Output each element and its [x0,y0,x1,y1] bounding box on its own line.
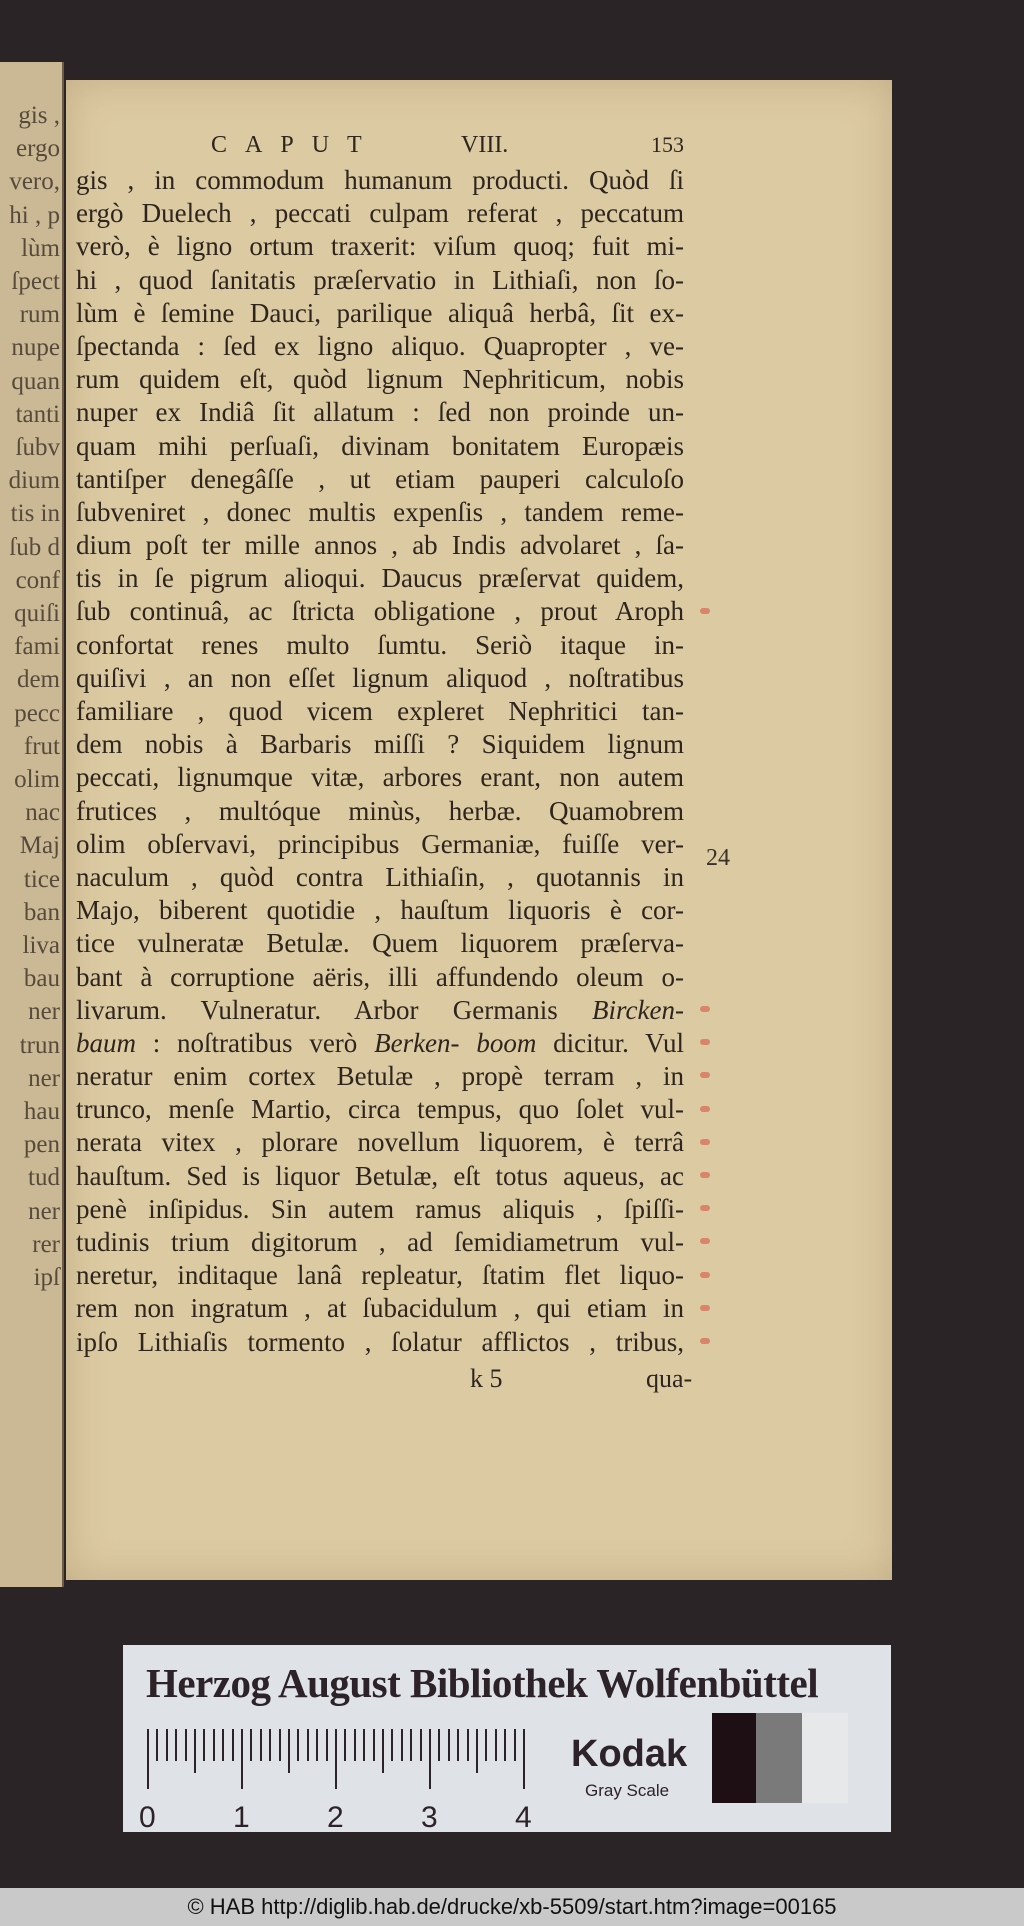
italic-word: baum [76,1027,136,1058]
ruler-tick [222,1729,224,1761]
ruler-tick [476,1729,478,1773]
library-name: Herzog August Bibliothek Wolfenbüttel [146,1660,819,1706]
ruler-tick [232,1729,234,1761]
text-line: trunco, menſe Martio, circa tempus, quo ſolet vul- [76,1094,684,1125]
ruler-tick [260,1729,262,1761]
facing-page-fragment: ner [28,998,60,1026]
ruler-tick [448,1729,450,1761]
text-line: nuper ex Indiâ ſit allatum : ſed non proinde un- [76,397,684,428]
red-mark [700,1238,710,1244]
text-line: tantiſper denegâſſe , ut etiam pauperi calculoſo [76,463,684,494]
facing-page-fragment: ergo [16,135,60,163]
ruler-tick [363,1729,365,1761]
ruler-tick [316,1729,318,1761]
text-line: nerata vitex , plorare novellum liquorem, è terrâ [76,1127,684,1158]
text-line: neratur enim cortex Betulæ , propè terram , in [76,1061,684,1092]
ruler-tick [203,1729,205,1761]
ruler-tick [495,1729,497,1761]
page-text [76,164,684,1359]
italic-word: Berken- boom [374,1027,537,1058]
text-line: ſubveniret , donec multis expenſis , tandem reme- [76,496,684,527]
ruler-tick [326,1729,328,1761]
facing-page-fragment: lùm [21,234,60,262]
text-line: dium poſt ter mille annos , ab Indis advolaret , ſa- [76,530,684,561]
text-line: naculum , quòd contra Lithiaſin, , quotannis in [76,861,684,892]
ruler-tick [156,1729,158,1761]
ruler-tick [185,1729,187,1761]
facing-page-fragment: conf [15,566,60,594]
red-mark [700,1272,710,1278]
facing-page-fragment: nac [25,799,60,827]
text-line: ergò Duelech , peccati culpam referat , peccatum [76,198,684,229]
gray-patch-mid [756,1713,802,1803]
ruler-tick [269,1729,271,1761]
facing-page-fragment: hau [23,1098,60,1125]
red-mark [700,1338,710,1344]
text-line: quiſivi , an non eſſet lignum aliquod , noſtratibus [76,662,684,693]
facing-page-fragment: pen [23,1131,60,1159]
facing-page-fragment: pecc [14,699,60,727]
facing-page-fragment: quan [11,367,60,395]
facing-page-fragment: liva [22,932,60,959]
red-mark [700,1039,710,1045]
text-line: gis , in commodum humanum producti. Quòd ſi [76,165,684,195]
ruler-tick [467,1729,469,1761]
facing-page-fragment: olim [14,766,60,793]
red-mark [700,1139,710,1145]
ruler-tick [523,1729,525,1789]
ruler-tick [344,1729,346,1761]
text-segment: dicitur. Vul [553,1027,685,1058]
text-line: hi , quod ſanitatis præſervatio in Lithiaſi, non ſo- [76,264,684,295]
text-line: ſpectanda : ſed ex ligno aliquo. Quapropter , ve- [76,330,684,361]
facing-page-fragment: tud [28,1164,60,1192]
red-mark [700,1172,710,1178]
ruler-number: 0 [139,1801,156,1834]
text-line: quam mihi perſuaſi, divinam bonitatem Europæis [76,430,684,461]
ruler-tick [457,1729,459,1761]
facing-page-fragment: tis in [10,500,60,528]
red-mark [700,608,710,614]
facing-page-fragment: ipſ [33,1264,60,1291]
text-line: penè inſipidus. Sin autem ramus aliquis , ſpiſſi- [76,1193,684,1224]
facing-page-fragment: ner [28,1064,60,1092]
copyright-footer: © HAB http://diglib.hab.de/drucke/xb-5509/start.htm?image=00165 [0,1888,1024,1926]
text-line: verò, è ligno ortum traxerit: viſum quoq; fuit mi- [76,231,684,262]
red-mark [700,1305,710,1311]
running-title: CAPUT [211,132,380,158]
facing-page-fragment: ſubv [15,434,60,461]
color-calibration-card [123,1645,891,1832]
facing-page-fragment: nupe [11,334,60,362]
facing-page-fragment: ſub d [9,533,60,561]
facing-page-fragment: rum [19,301,60,329]
ruler-tick [307,1729,309,1761]
text-line: rem non ingratum , at ſubacidulum , qui etiam in [76,1293,684,1324]
ruler-tick [288,1729,290,1773]
red-mark [700,1106,710,1112]
facing-page-fragment: Maj [19,832,60,860]
ruler-tick [241,1729,243,1789]
text-line: ipſo Lithiaſis tormento , ſolatur afflictos , tribus, [76,1326,684,1357]
italic-word: Bircken- [592,994,684,1025]
ruler-tick [391,1729,393,1761]
facing-page-fragment: rer [32,1230,60,1258]
facing-page-fragment: hi , p [9,201,60,229]
ruler-number: 3 [421,1801,438,1834]
text-line: Majo, biberent quotidie , hauſtum liquoris è cor- [76,895,684,926]
text-line [76,1027,684,1060]
kodak-logo: Kodak [571,1733,688,1775]
text-line: lùm è ſemine Dauci, parilique aliquâ herbâ, ſit ex- [76,297,684,328]
gray-patch-light [802,1713,848,1803]
text-line: frutices , multóque minùs, herbæ. Quamobrem [76,795,684,826]
running-header [76,132,684,162]
signature-mark: k 5 [470,1364,503,1393]
text-line: tis in ſe pigrum alioqui. Daucus præſervat quidem, [76,563,684,594]
facing-page-fragment: tice [23,865,60,893]
text-line: confortat renes multo ſumtu. Seriò itaque in- [76,629,684,660]
ruler-tick [213,1729,215,1761]
text-line: bant à corruptione aëris, illi affundendo oleum o- [76,961,684,992]
text-line: olim obſervavi, principibus Germaniæ, fuiſſe ver- [76,828,684,859]
facing-page-fragment: bau [23,965,60,993]
text-line: ſub continuâ, ac ſtricta obligatione , prout Aroph [76,596,684,627]
ruler [139,1729,537,1834]
facing-page-fragment: vero, [9,168,60,196]
ruler-tick [514,1729,516,1761]
text-segment: livarum. Vulneratur. Arbor Germanis [76,994,558,1025]
ruler-tick [401,1729,403,1761]
ruler-tick [438,1729,440,1761]
ruler-tick [485,1729,487,1761]
red-mark [700,1205,710,1211]
text-line: peccati, lignumque vitæ, arbores erant, non autem [76,762,684,793]
text-segment: : noſtratibus verò [152,1027,358,1058]
facing-page-fragment: fami [14,633,60,661]
facing-page-edge [0,62,64,1587]
text-line [76,994,684,1027]
gray-scale-label: Gray Scale [585,1781,670,1800]
ruler-tick [194,1729,196,1773]
ruler-tick [279,1729,281,1761]
text-line: tice vulneratæ Betulæ. Quem liquorem præſerva- [76,928,684,959]
facing-page-fragment: gis , [18,102,60,129]
red-mark [700,1072,710,1078]
facing-page-fragment: tanti [15,400,60,428]
ruler-number: 4 [515,1801,532,1834]
text-line: rum quidem eſt, quòd lignum Nephriticum, nobis [76,364,684,395]
ruler-tick [420,1729,422,1761]
text-line: dem nobis à Barbaris miſſi ? Siquidem lignum [76,729,684,760]
catchword: qua- [646,1364,693,1393]
red-mark [700,1006,710,1012]
facing-page-fragment: ner [28,1197,60,1225]
text-line: tudinis trium digitorum , ad ſemidiametrum vul- [76,1227,684,1257]
ruler-tick [382,1729,384,1773]
facing-page-fragment: quiſi [14,600,60,627]
text-line: neretur, inditaque lanâ repleatur, ſtatim flet liquo- [76,1260,684,1291]
facing-page-fragment: ſpect [11,268,60,295]
ruler-tick [166,1729,168,1761]
ruler-tick [373,1729,375,1761]
text-line: familiare , quod vicem expleret Nephritici tan- [76,696,684,726]
ruler-tick [297,1729,299,1761]
ruler-tick [335,1729,337,1789]
text-line: hauſtum. Sed is liquor Betulæ, eſt totus aqueus, ac [76,1160,684,1191]
chapter-number: VIII. [461,132,509,158]
ruler-tick [175,1729,177,1761]
facing-page-fragment: ban [23,898,60,926]
ruler-tick [354,1729,356,1761]
ruler-number: 2 [327,1801,344,1834]
page-number: 153 [651,132,684,157]
ruler-tick [410,1729,412,1761]
gray-patch-dark [712,1713,756,1803]
ruler-tick [147,1729,149,1789]
ruler-tick [504,1729,506,1761]
facing-page-fragment: dium [8,467,60,495]
facing-page-fragment: trun [19,1031,60,1059]
ruler-tick [250,1729,252,1761]
facing-page-fragment: frut [23,732,60,760]
margin-note: 24 [706,845,730,871]
ruler-tick [429,1729,431,1789]
facing-page-fragment: dem [16,666,60,694]
ruler-number: 1 [233,1801,250,1834]
